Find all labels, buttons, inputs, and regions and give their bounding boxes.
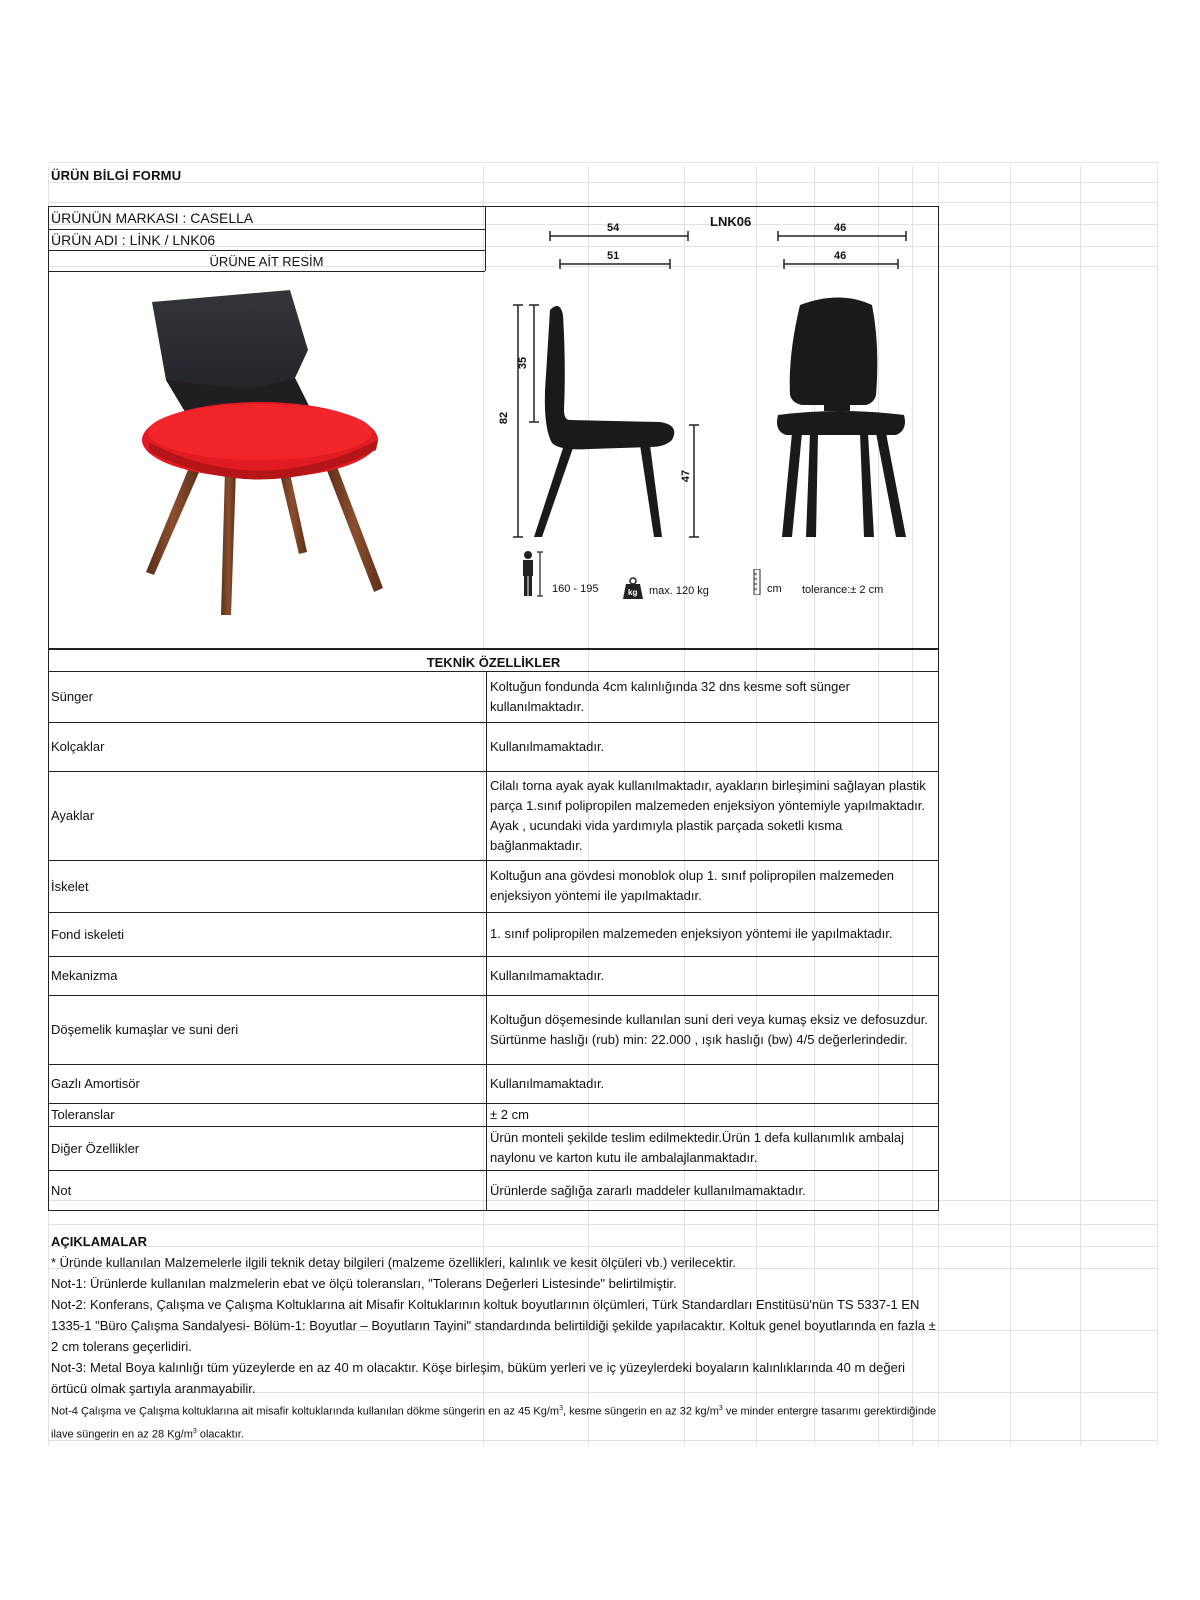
spec-label-dosemelik: Döşemelik kumaşlar ve suni deri bbox=[51, 1022, 239, 1037]
brand-label: ÜRÜNÜN MARKASI : CASELLA bbox=[51, 210, 254, 226]
spec-label-not: Not bbox=[51, 1183, 72, 1198]
dim-front-seat-width: 46 bbox=[834, 250, 847, 262]
product-image-label: ÜRÜNE AİT RESİM bbox=[209, 254, 324, 269]
spec-value-mekanizma: Kullanılmamaktadır. bbox=[490, 967, 605, 983]
dim-front-top-width: 46 bbox=[834, 222, 847, 234]
spec-label-fond-iskeleti: Fond iskeleti bbox=[51, 926, 124, 942]
side-silhouette bbox=[534, 306, 674, 537]
person-icon bbox=[520, 550, 546, 600]
product-name-label: ÜRÜN ADI : LİNK / LNK06 bbox=[51, 232, 216, 248]
notes-title: AÇIKLAMALAR bbox=[51, 1234, 148, 1249]
dim-seat-height: 47 bbox=[680, 469, 693, 483]
spec-label-mekanizma: Mekanizma bbox=[51, 968, 118, 983]
spec-value-sunger: Koltuğun fondunda 4cm kalınlığında 32 dns kesme soft sünger kullanılmaktadır. bbox=[490, 678, 850, 714]
dim-back-height: 35 bbox=[517, 356, 530, 370]
specs-title: TEKNİK ÖZELLİKLER bbox=[426, 655, 561, 670]
spec-value-iskelet: Koltuğun ana gövdesi monoblok olup 1. sınıf polipropilen malzemeden enjeksiyon yöntemi ile yapılmaktadır. bbox=[490, 868, 894, 903]
spec-value-diger: Ürün monteli şekilde teslim edilmektedir.Ürün 1 defa kullanımlık ambalaj naylonu ve karton kutu ile ambalajlanmaktadır. bbox=[490, 1130, 905, 1165]
chair-leg bbox=[146, 464, 383, 615]
spec-value-fond-iskeleti: 1. sınıf polipropilen malzemeden enjeksiyon yöntemi ile yapılmaktadır. bbox=[490, 926, 893, 941]
spec-value-not: Ürünlerde sağlığa zararlı maddeler kullanılmamaktadır. bbox=[490, 1182, 806, 1198]
spec-label-kolcaklar: Kolçaklar bbox=[51, 739, 105, 754]
spec-value-ayaklar: Cilalı torna ayak ayak kullanılmaktadır, ayakların birleşimini sağlayan plastik parça 1.sınıf polipropilen malzemeden enjeksiyon yöntemiyle yapılmaktadır. Ayak , ucundaki vida yardımıyla plastik parçada soketli kısma bağlanmaktadır. bbox=[490, 777, 926, 853]
weight-limit: max. 120 kg bbox=[649, 585, 709, 597]
tolerance-label: tolerance:± 2 cm bbox=[802, 584, 884, 596]
technical-drawing bbox=[500, 225, 920, 645]
dim-side-seat-width: 51 bbox=[607, 250, 620, 262]
dim-total-height: 82 bbox=[498, 411, 511, 425]
note-general: * Üründe kullanılan Malzemelerle ilgili teknik detay bilgileri (malzeme özellikleri, kalınlık ve kesit ölçüleri vb.) verilecektir. bbox=[51, 1255, 736, 1270]
note-2: Not-2: Konferans, Çalışma ve Çalışma Koltuklarına ait Misafir Koltuklarının koltuk boyutlarının ölçümleri, Türk Standardları Enstitüsü'nün TS 5337-1 EN 1335-1 "Büro Çalışma Sandalyesi- Bölüm-1: Boyutlar – Boyutların Tayini" standardında belirtildiği şekilde yapılacaktır. Koltuk genel boyutlarında en fazla ± 2 cm tolerans geçerlidiri. bbox=[51, 1297, 936, 1354]
dim-side-top-width: 54 bbox=[607, 222, 620, 234]
notes-block bbox=[51, 1252, 941, 1444]
note-3: Not-3: Metal Boya kalınlığı tüm yüzeylerde en az 40 m olacaktır. Köşe birleşim, büküm yerleri ve iç yüzeylerdeki boyaların kalınlıklarında 40 m değeri örtücü olmak şartıyla aranmayabilir. bbox=[51, 1360, 906, 1396]
spec-label-gazli-amortisor: Gazlı Amortisör bbox=[51, 1076, 140, 1091]
note-1: Not-1: Ürünlerde kullanılan malzmelerin ebat ve ölçü toleransları, "Tolerans Değerleri Listesinde" belirtilmiştir. bbox=[51, 1276, 677, 1291]
chair-shell bbox=[152, 290, 310, 420]
spec-label-toleranslar: Toleranslar bbox=[51, 1107, 115, 1122]
spec-value-kolcaklar: Kullanılmamaktadır. bbox=[490, 738, 605, 754]
spec-label-sunger: Sünger bbox=[51, 689, 93, 704]
spec-label-diger: Diğer Özellikler bbox=[51, 1140, 140, 1156]
spec-value-gazli-amortisor: Kullanılmamaktadır. bbox=[490, 1075, 605, 1091]
header-divider bbox=[485, 206, 486, 271]
person-range: 160 - 195 bbox=[552, 583, 599, 595]
weight-icon-label: kg bbox=[628, 588, 638, 597]
spec-label-ayaklar: Ayaklar bbox=[51, 808, 95, 823]
form-title: ÜRÜN BİLGİ FORMU bbox=[51, 168, 182, 183]
product-photo bbox=[130, 290, 400, 625]
chair-seat bbox=[142, 402, 378, 480]
spec-value-dosemelik: Koltuğun döşemesinde kullanılan suni deri veya kumaş eksiz ve defosuzdur. Sürtünme haslığı (rub) min: 22.000 , ışık haslığı (bw) 4/5 değerlerindedir. bbox=[490, 1011, 928, 1047]
unit-label: cm bbox=[767, 583, 782, 595]
note-4: Not-4 Çalışma ve Çalışma koltuklarına ait misafir koltuklarında kullanılan dökme süngerin en az 45 $Kg/m^3$, kesme süngerin en az 32 $kg/m^3$ ve minder entergre tasarımı gerektirdiğinde ilave süngerin en az 28 $Kg/m^3$ olacaktır. bbox=[51, 1405, 937, 1441]
spec-value-toleranslar: ± 2 cm bbox=[490, 1106, 529, 1122]
ruler-icon bbox=[753, 569, 761, 595]
front-silhouette bbox=[777, 298, 906, 538]
model-code: LNK06 bbox=[710, 214, 752, 229]
spec-label-iskelet: İskelet bbox=[51, 878, 89, 894]
